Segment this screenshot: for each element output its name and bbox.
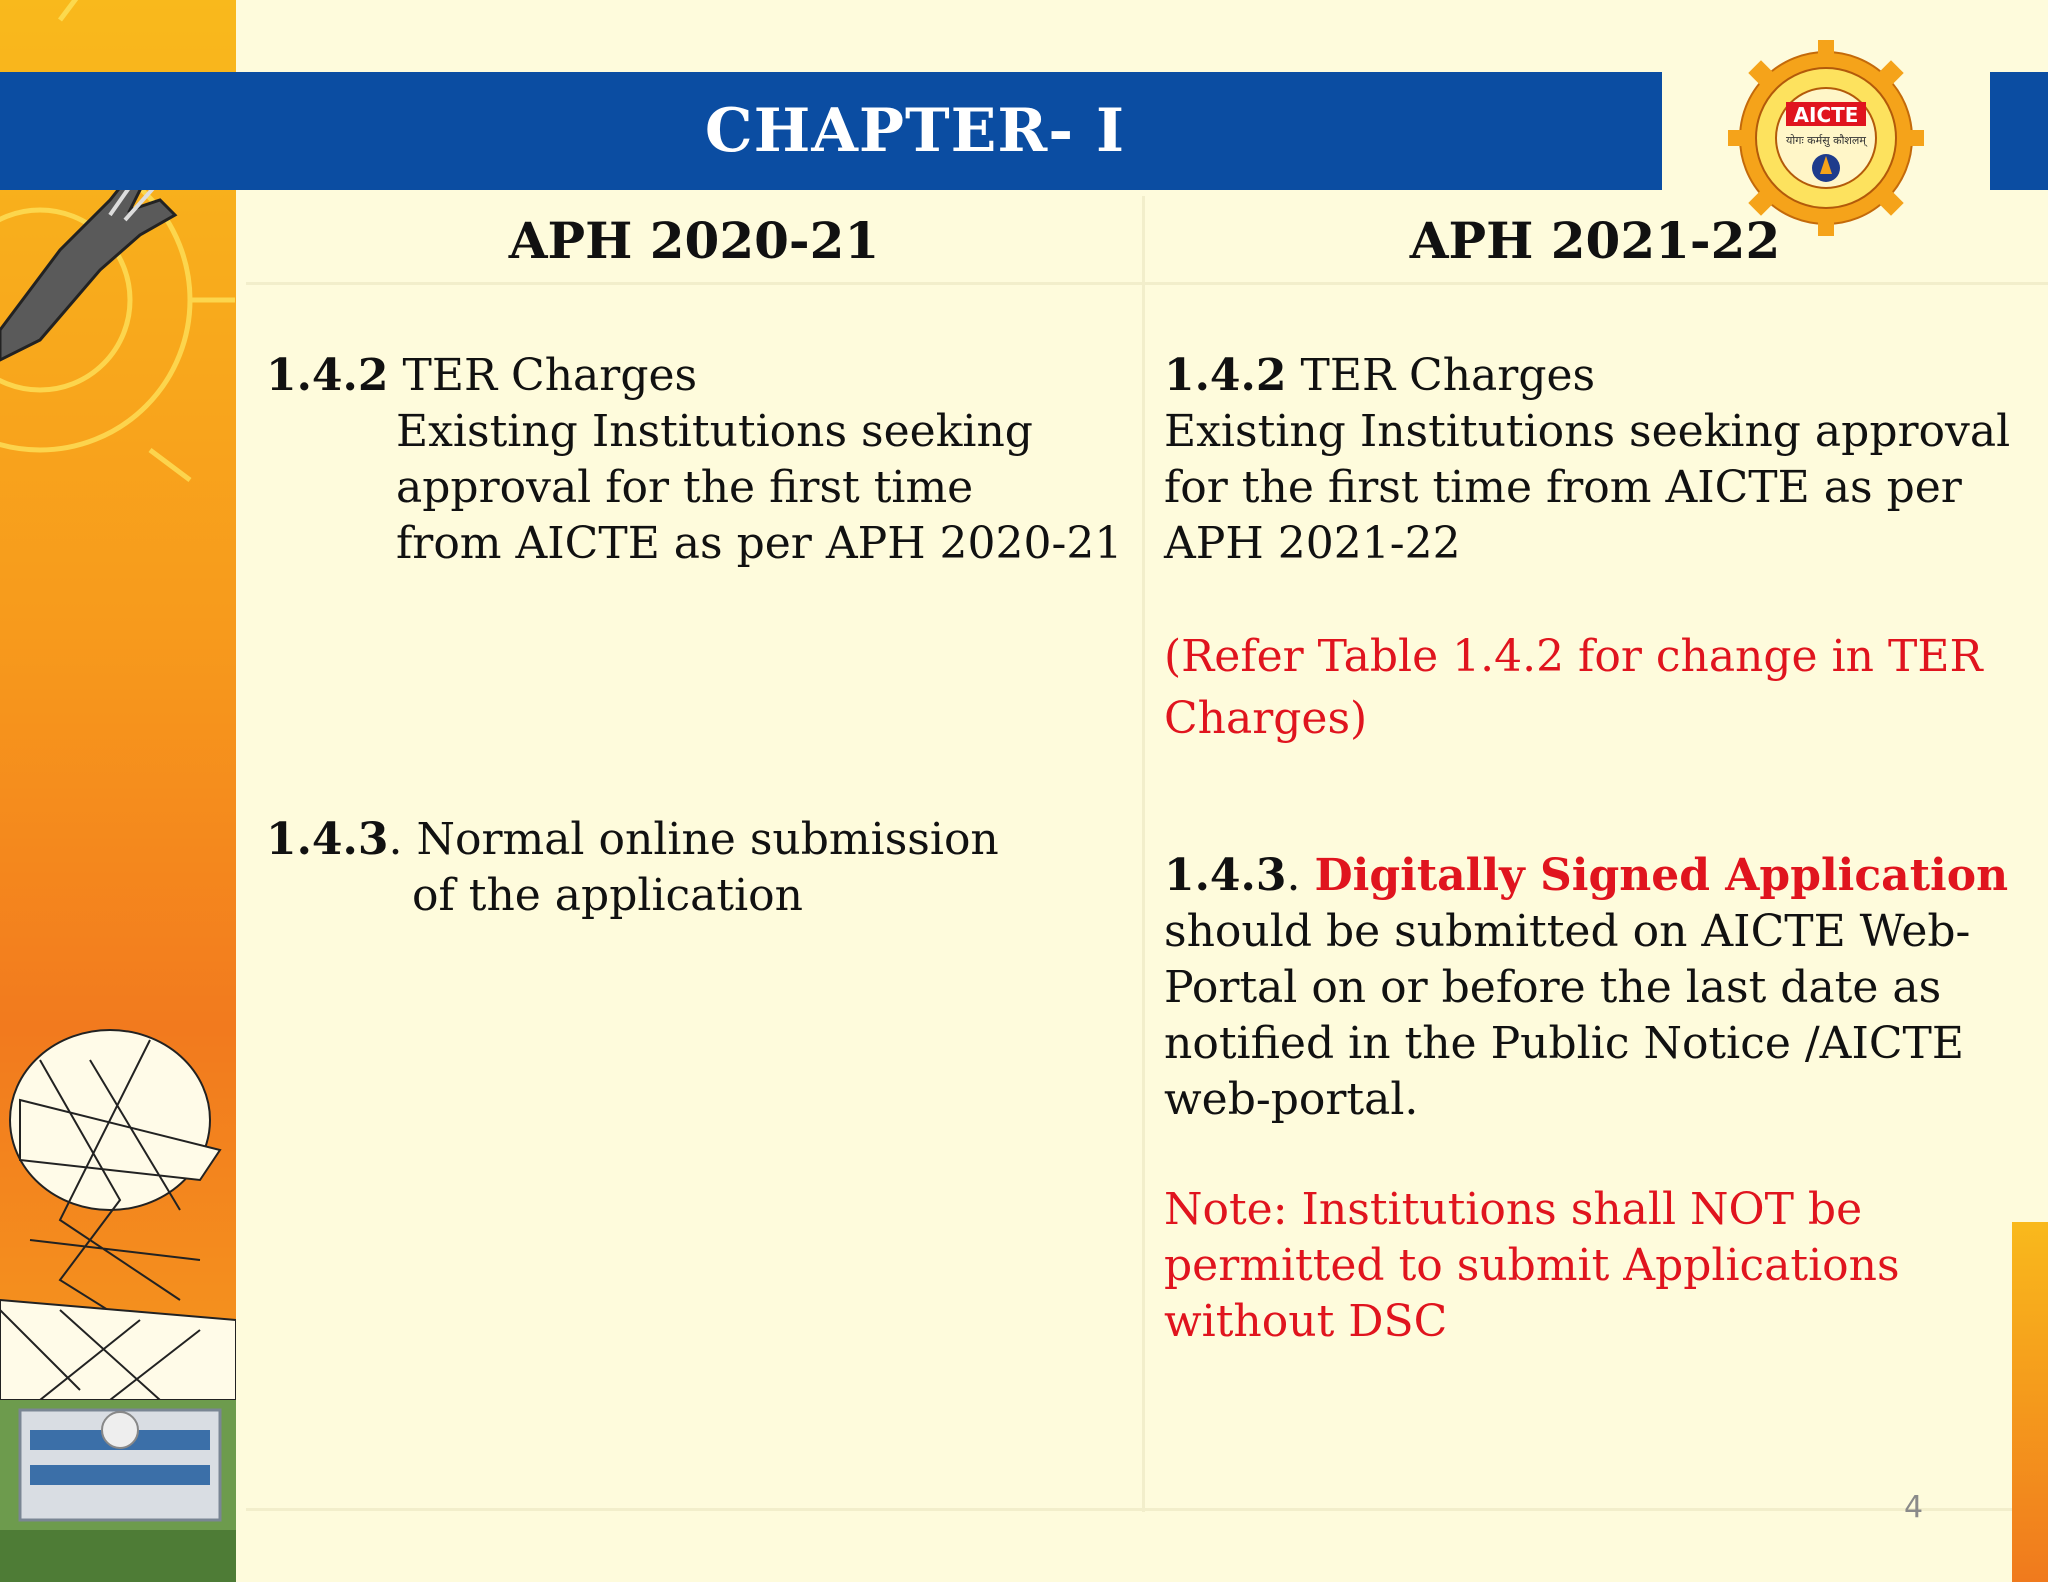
section-title: TER Charges <box>1286 350 1596 401</box>
column-heading-2021: APH 2021-22 <box>1409 211 1781 270</box>
text-line: APH 2021-22 <box>1164 518 1461 569</box>
text-line: Existing Institutions seeking <box>396 406 1033 457</box>
decorative-sidebar <box>0 0 236 1582</box>
sidebar-artwork <box>0 0 236 1582</box>
text-line: notified in the Public Notice /AICTE <box>1164 1018 1964 1069</box>
section-dot: . <box>1286 850 1315 901</box>
right-section-143 <box>1164 848 2008 1350</box>
text-line: Existing Institutions seeking approval <box>1164 406 2011 457</box>
logo-motto: योगः कर्मसु कौशलम् <box>1786 134 1866 147</box>
header-bar-right <box>1990 72 2048 190</box>
dsc-note-line: Note: Institutions shall NOT be <box>1164 1184 1863 1235</box>
page-number: 4 <box>1904 1490 1924 1525</box>
left-section-142 <box>266 348 1122 572</box>
section-title: . Normal online submission <box>388 814 999 865</box>
left-section-143 <box>266 812 999 924</box>
text-line: for the first time from AICTE as per <box>1164 462 1962 513</box>
section-number: 1.4.3 <box>1164 850 1287 901</box>
right-section-142 <box>1164 348 2010 750</box>
text-line: approval for the first time <box>396 462 974 513</box>
refer-note-line: (Refer Table 1.4.2 for change in TER <box>1164 631 1983 682</box>
dsc-note-line: without DSC <box>1164 1296 1448 1347</box>
building-illustration <box>0 1400 236 1582</box>
section-number: 1.4.2 <box>266 350 389 401</box>
dsc-note-line: permitted to submit Applications <box>1164 1240 1900 1291</box>
right-decorative-strip <box>2012 1222 2048 1582</box>
page-title: CHAPTER- I <box>704 96 1126 166</box>
text-line: of the application <box>412 870 803 921</box>
highlight-text: Digitally Signed Application <box>1314 850 2009 901</box>
text-line: Portal on or before the last date as <box>1164 962 1942 1013</box>
text-line: from AICTE as per APH 2020-21 <box>396 518 1123 569</box>
section-number: 1.4.2 <box>1164 350 1287 401</box>
column-divider <box>1142 196 1145 1512</box>
column-heading-2020: APH 2020-21 <box>508 211 880 270</box>
text-line: web-portal. <box>1164 1074 1419 1125</box>
logo-abbrev: AICTE <box>1793 103 1859 127</box>
refer-note-line: Charges) <box>1164 693 1368 744</box>
table-bottom-divider <box>246 1508 2048 1511</box>
wireframe-head-icon <box>0 1030 236 1400</box>
section-number: 1.4.3 <box>266 814 389 865</box>
section-title: TER Charges <box>388 350 698 401</box>
text-line: should be submitted on AICTE Web- <box>1164 906 1971 957</box>
